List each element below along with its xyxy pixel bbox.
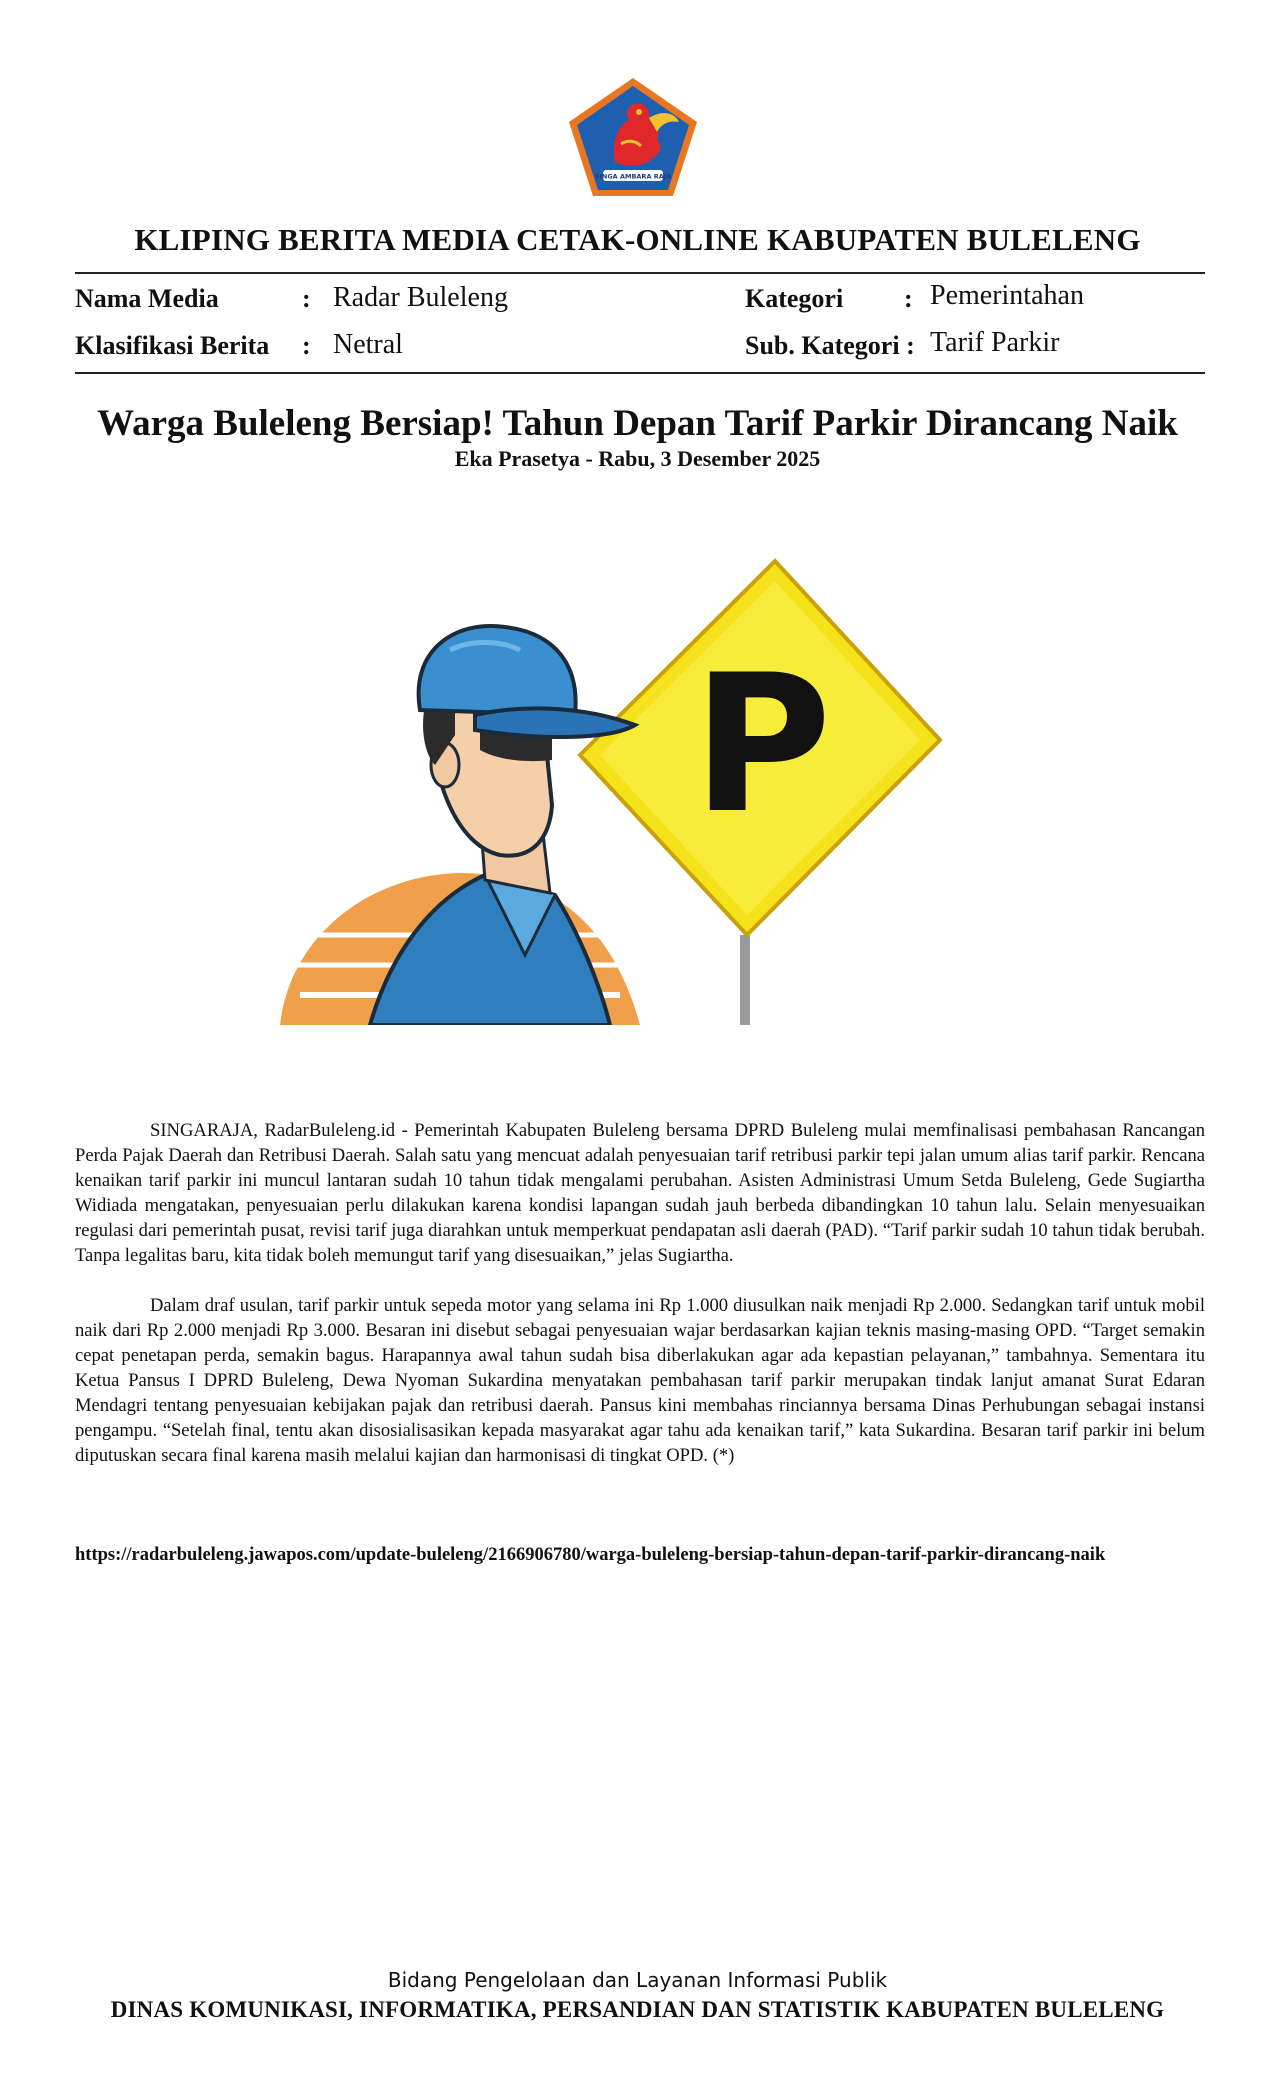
article-paragraph-1: SINGARAJA, RadarBuleleng.id - Pemerintah Kabupaten Buleleng bersama DPRD Buleleng mulai memfinalisasi pembahasan Rancangan Perda Pajak Daerah dan Retribusi Daerah. Salah satu yang mencuat adalah penyesuaian tarif retribusi parkir tepi jalan umum alias tarif parkir. Rencana kenaikan tarif parkir ini muncul lantaran sudah 10 tahun tidak mengalami perubahan. Asisten Administrasi Umum Setda Buleleng, Gede Sugiartha Widiada mengatakan, penyesuaian perlu dilakukan karena kondisi lapangan sudah jauh berbeda dibandingkan 10 tahun lalu. Selain menyesuaikan regulasi dari pemerintah pusat, revisi tarif juga diarahkan untuk memperkuat pendapatan asli daerah (PAD). “Tarif parkir sudah 10 tahun tidak berubah. Tanpa legalitas baru, kita tidak boleh memungut tarif yang disesuaikan,” jelas Sugiartha. — [75, 1120, 1205, 1266]
klasifikasi-berita-colon: : — [302, 331, 311, 360]
source-link[interactable]: https://radarbuleleng.jawapos.com/update-buleleng/2166906780/warga-buleleng-bersiap-tahun-depan-tarif-parkir-dirancang-naik — [75, 1545, 1106, 1565]
footer-subtitle: Bidang Pengelolaan dan Layanan Informasi Publik — [387, 1968, 888, 1992]
logo-motto-text: SINGA AMBARA RAJA — [594, 172, 672, 181]
parking-letter: P — [692, 634, 832, 855]
nama-media-label: Nama Media — [75, 284, 219, 313]
nama-media-colon: : — [302, 284, 311, 313]
sub-kategori-value: Tarif Parkir — [930, 327, 1060, 358]
article-body — [75, 1118, 1205, 1493]
kategori-colon: : — [904, 284, 913, 313]
klasifikasi-berita-value: Netral — [333, 329, 403, 360]
klasifikasi-berita-label: Klasifikasi Berita — [75, 331, 270, 360]
header-bottom-divider — [75, 372, 1205, 374]
kategori-value: Pemerintahan — [930, 280, 1084, 311]
parking-attendant-illustration — [280, 555, 1125, 1025]
parking-sign-icon — [580, 561, 940, 935]
document-header-title: KLIPING BERITA MEDIA CETAK-ONLINE KABUPATEN BULELENG — [134, 222, 1141, 257]
nama-media-value: Radar Buleleng — [333, 282, 508, 313]
footer-agency-name: DINAS KOMUNIKASI, INFORMATIKA, PERSANDIAN DAN STATISTIK KABUPATEN BULELENG — [110, 1997, 1165, 2022]
article-byline: Eka Prasetya - Rabu, 3 Desember 2025 — [454, 446, 821, 471]
header-top-divider — [75, 272, 1205, 274]
kategori-label: Kategori — [745, 284, 844, 313]
article-title: Warga Buleleng Bersiap! Tahun Depan Tarif Parkir Dirancang Naik — [97, 403, 1178, 444]
sign-pole — [740, 935, 750, 1025]
kabupaten-buleleng-logo — [565, 74, 701, 200]
article-paragraph-2: Dalam draf usulan, tarif parkir untuk sepeda motor yang selama ini Rp 1.000 diusulkan naik menjadi Rp 2.000. Sedangkan tarif untuk mobil naik dari Rp 2.000 menjadi Rp 3.000. Besaran ini disebut sebagai penyesuaian wajar berdasarkan kajian teknis masing-masing OPD. “Target semakin cepat penetapan perda, semakin bagus. Harapannya awal tahun sudah bisa diberlakukan agar ada kepastian pelayanan,” tambahnya. Sementara itu Ketua Pansus I DPRD Buleleng, Dewa Nyoman Sukardina menyatakan pembahasan tarif parkir merupakan tindak lanjut amanat Surat Edaran Mendagri tentang penyesuaian kebijakan pajak dan retribusi daerah. Pansus kini membahas rinciannya bersama Dinas Perhubungan sebagai instansi pengampu. “Setelah final, tentu akan disosialisasikan kepada masyarakat agar tahu ada kenaikan tarif,” kata Sukardina. Besaran tarif parkir ini belum diputuskan secara final karena masih melalui kajian dan harmonisasi di tingkat OPD. (*) — [75, 1295, 1205, 1466]
sub-kategori-label: Sub. Kategori : — [745, 331, 915, 360]
